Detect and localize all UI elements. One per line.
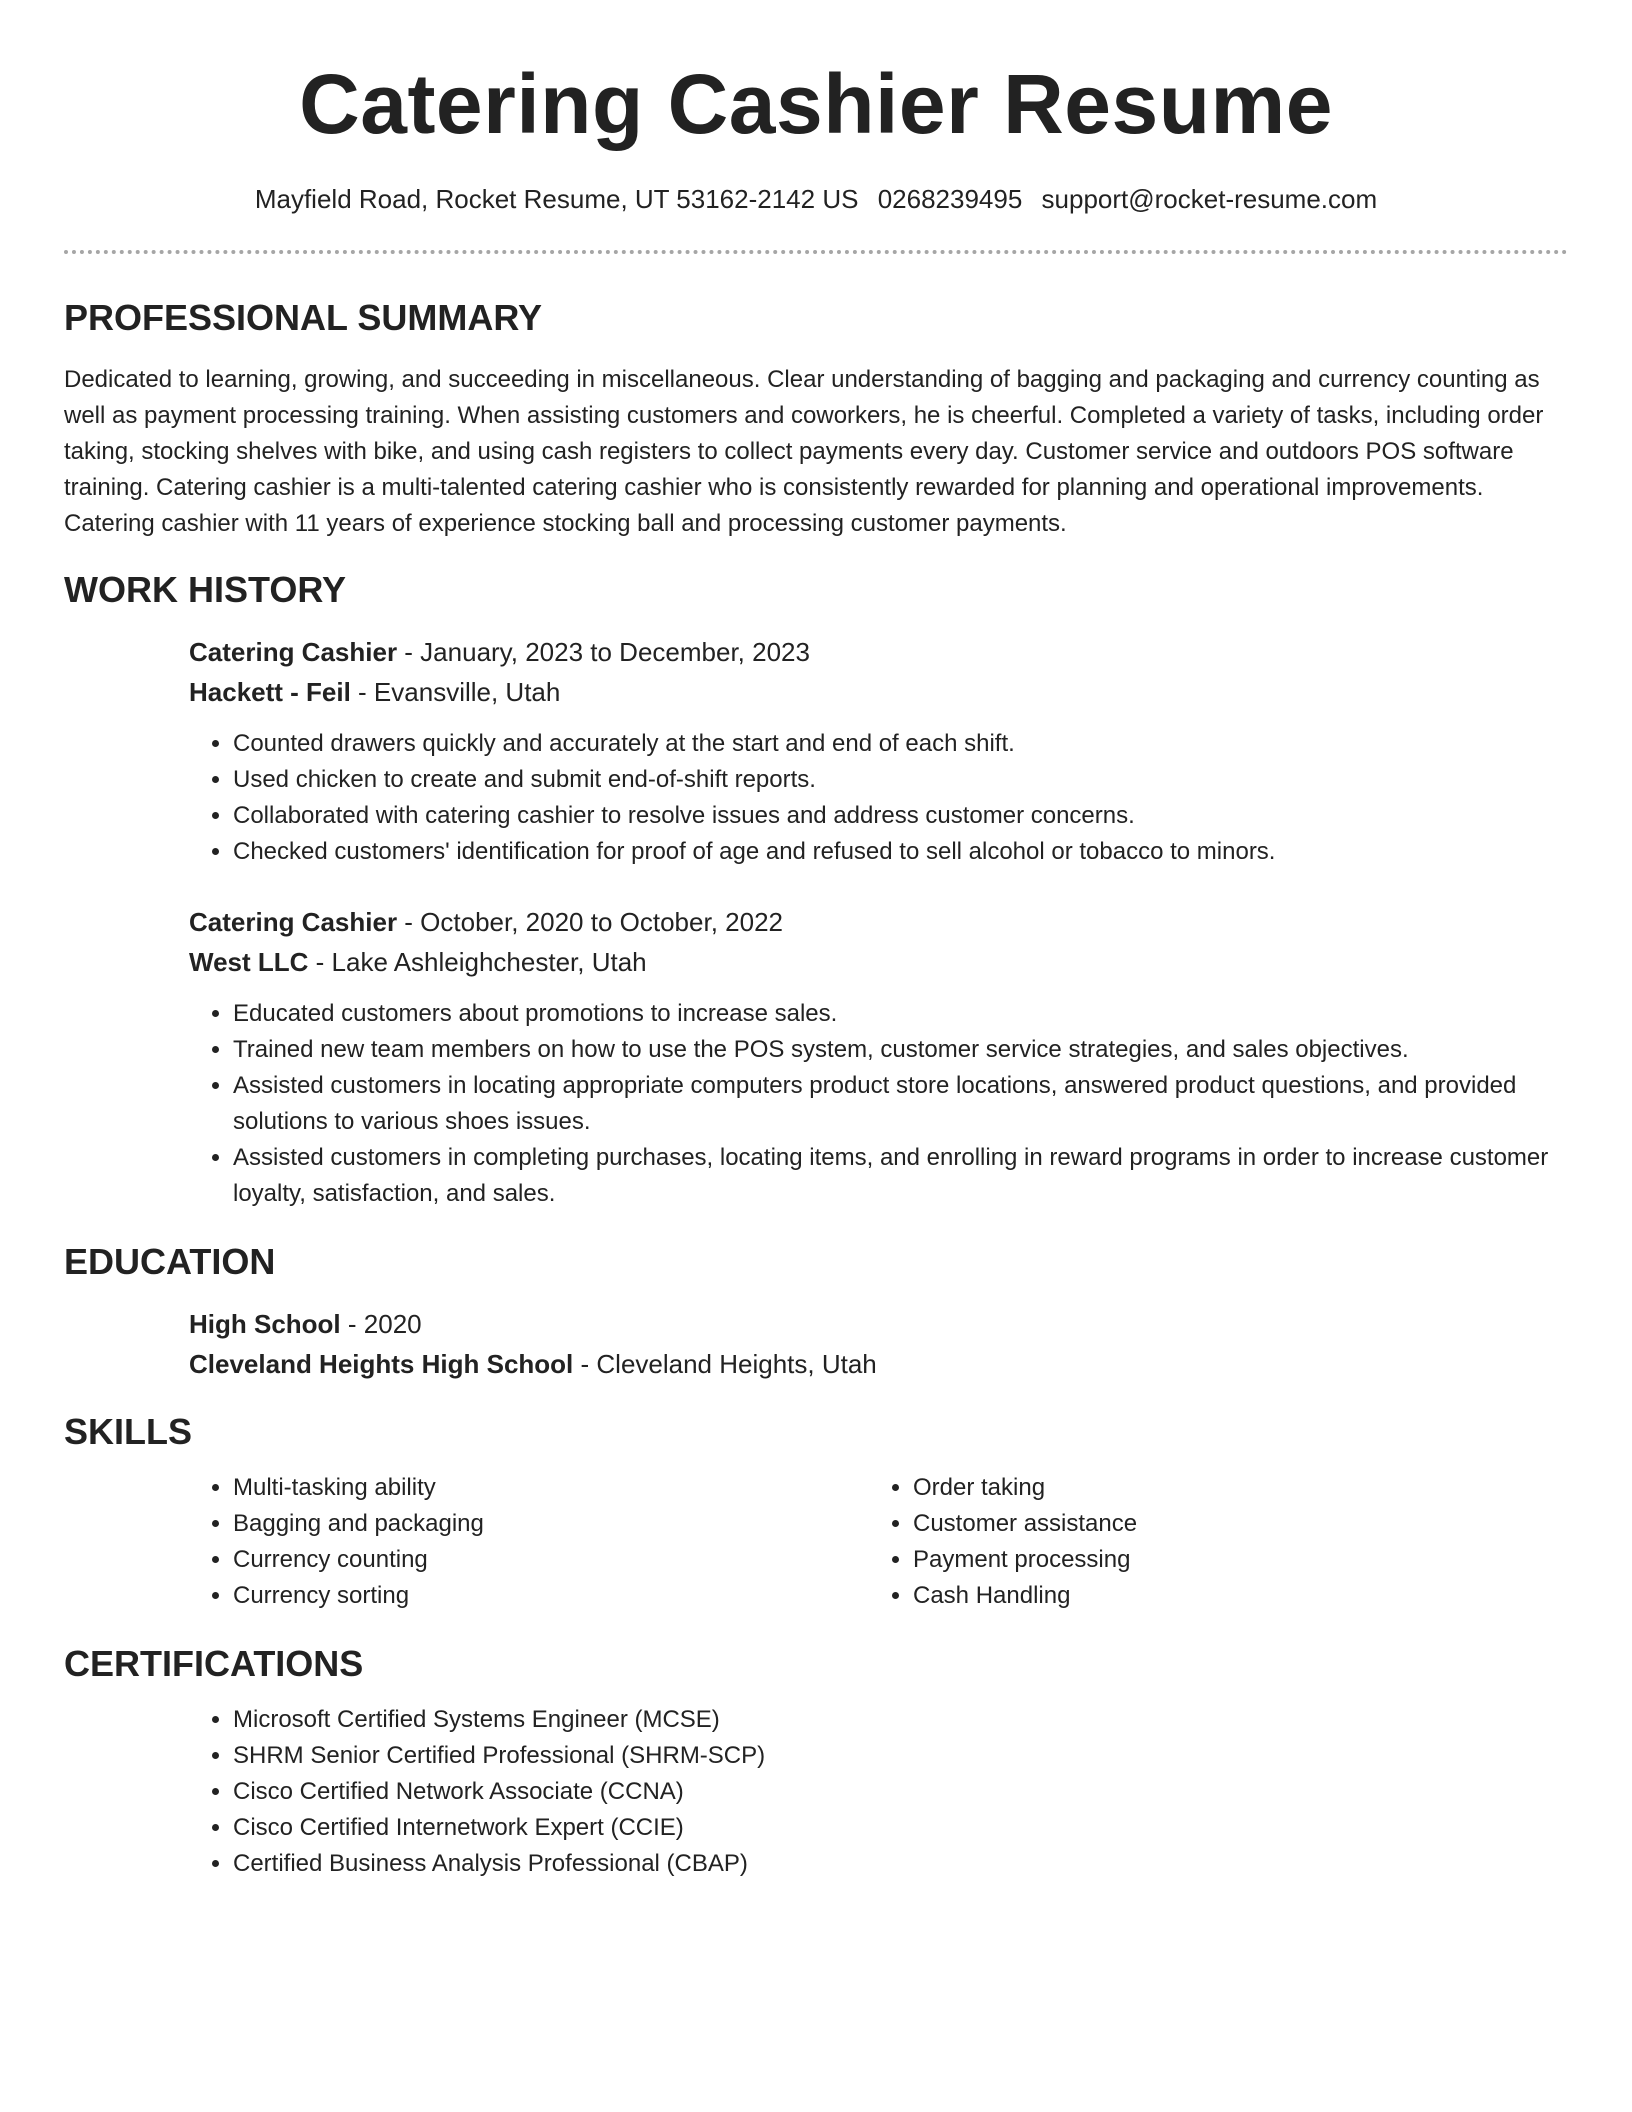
- certifications-list: [189, 1702, 1568, 1882]
- summary-section: [64, 296, 1568, 542]
- list-item: • Cisco Certified Internetwork Expert (CCIE): [233, 1810, 1568, 1846]
- summary-text: Dedicated to learning, growing, and succeeding in miscellaneous. Clear understanding of bagging and packaging and currency counting as well as payment processing training. When assisting customers and coworkers, he is cheerful. Completed a variety of tasks, including order taking, stocking shelves with bike, and using cash registers to collect payments every day. Customer service and outdoors POS software training. Catering cashier is a multi-talented catering cashier who is consistently rewarded for planning and operational improvements. Catering cashier with 11 years of experience stocking ball and processing customer payments.: [64, 366, 1544, 537]
- list-item: • Payment processing: [913, 1542, 1549, 1578]
- list-item: • Assisted customers in completing purchases, locating items, and enrolling in reward programs in order to increase customer loyalty, satisfaction, and sales.: [233, 1140, 1568, 1212]
- skills-section: [64, 1410, 1568, 1614]
- list-item: • Educated customers about promotions to increase sales.: [233, 996, 1568, 1032]
- resume-title: Catering Cashier Resume: [299, 57, 1333, 151]
- list-item: • Bagging and packaging: [233, 1506, 869, 1542]
- list-item: • Collaborated with catering cashier to resolve issues and address customer concerns.: [233, 798, 1568, 834]
- header-divider: [64, 250, 1568, 254]
- job-dates: - October, 2020 to October, 2022: [397, 907, 783, 937]
- list-item: • Multi-tasking ability: [233, 1470, 869, 1506]
- job-company: West LLC: [189, 947, 309, 977]
- list-item: • Cisco Certified Network Associate (CCNA): [233, 1774, 1568, 1810]
- list-item: • Order taking: [913, 1470, 1549, 1506]
- school-name: Cleveland Heights High School: [189, 1349, 574, 1379]
- list-item: • Counted drawers quickly and accurately at the start and end of each shift.: [233, 726, 1568, 762]
- job-location: - Evansville, Utah: [350, 677, 561, 707]
- skills-column-right: [869, 1470, 1549, 1614]
- list-item: • Cash Handling: [913, 1578, 1549, 1614]
- certifications-body: [189, 1702, 1568, 1882]
- summary-heading: PROFESSIONAL SUMMARY: [64, 297, 543, 338]
- list-item: • Assisted customers in locating appropriate computers product store locations, answered product questions, and provided solutions to various shoes issues.: [233, 1068, 1568, 1140]
- school-location: - Cleveland Heights, Utah: [573, 1349, 877, 1379]
- contact-line: [64, 182, 1568, 216]
- skills-heading: SKILLS: [64, 1411, 193, 1452]
- list-item: • Trained new team members on how to use the POS system, customer service strategies, and sales objectives.: [233, 1032, 1568, 1068]
- skills-column-left: [189, 1470, 869, 1614]
- certifications-heading: CERTIFICATIONS: [64, 1643, 364, 1684]
- degree-line: [189, 1304, 1568, 1344]
- work-history-heading: WORK HISTORY: [64, 569, 347, 610]
- job-entry: [189, 902, 1568, 1212]
- list-item: • Microsoft Certified Systems Engineer (MCSE): [233, 1702, 1568, 1738]
- job-company-line: [189, 942, 1568, 982]
- job-title-line: [189, 902, 1568, 942]
- job-dates: - January, 2023 to December, 2023: [397, 637, 810, 667]
- email-text: support@rocket-resume.com: [1041, 184, 1378, 214]
- school-line: [189, 1344, 1568, 1384]
- graduation-year: - 2020: [340, 1309, 422, 1339]
- resume-page: [64, 0, 1568, 1882]
- education-section: [64, 1240, 1568, 1384]
- list-item: • Certified Business Analysis Professional (CBAP): [233, 1846, 1568, 1882]
- job-entry: [189, 632, 1568, 870]
- list-item: • Customer assistance: [913, 1506, 1549, 1542]
- job-title-line: [189, 632, 1568, 672]
- degree: High School: [189, 1309, 341, 1339]
- job-company: Hackett - Feil: [189, 677, 351, 707]
- list-item: • Checked customers' identification for proof of age and refused to sell alcohol or tobacco to minors.: [233, 834, 1568, 870]
- skills-list: [189, 1470, 869, 1614]
- job-bullets: [189, 726, 1568, 870]
- job-title: Catering Cashier: [189, 907, 398, 937]
- work-history-section: [64, 568, 1568, 1212]
- job-title: Catering Cashier: [189, 637, 398, 667]
- skills-grid: [189, 1470, 1568, 1614]
- job-bullets: [189, 996, 1568, 1212]
- skills-list: [869, 1470, 1549, 1614]
- phone-text: 0268239495: [877, 184, 1023, 214]
- list-item: • Currency counting: [233, 1542, 869, 1578]
- education-entry: [189, 1304, 1568, 1384]
- list-item: • Used chicken to create and submit end-of-shift reports.: [233, 762, 1568, 798]
- list-item: • SHRM Senior Certified Professional (SHRM-SCP): [233, 1738, 1568, 1774]
- job-company-line: [189, 672, 1568, 712]
- address-text: Mayfield Road, Rocket Resume, UT 53162-2142 US: [254, 184, 859, 214]
- certifications-section: [64, 1642, 1568, 1882]
- education-heading: EDUCATION: [64, 1241, 276, 1282]
- job-location: - Lake Ashleighchester, Utah: [308, 947, 647, 977]
- list-item: • Currency sorting: [233, 1578, 869, 1614]
